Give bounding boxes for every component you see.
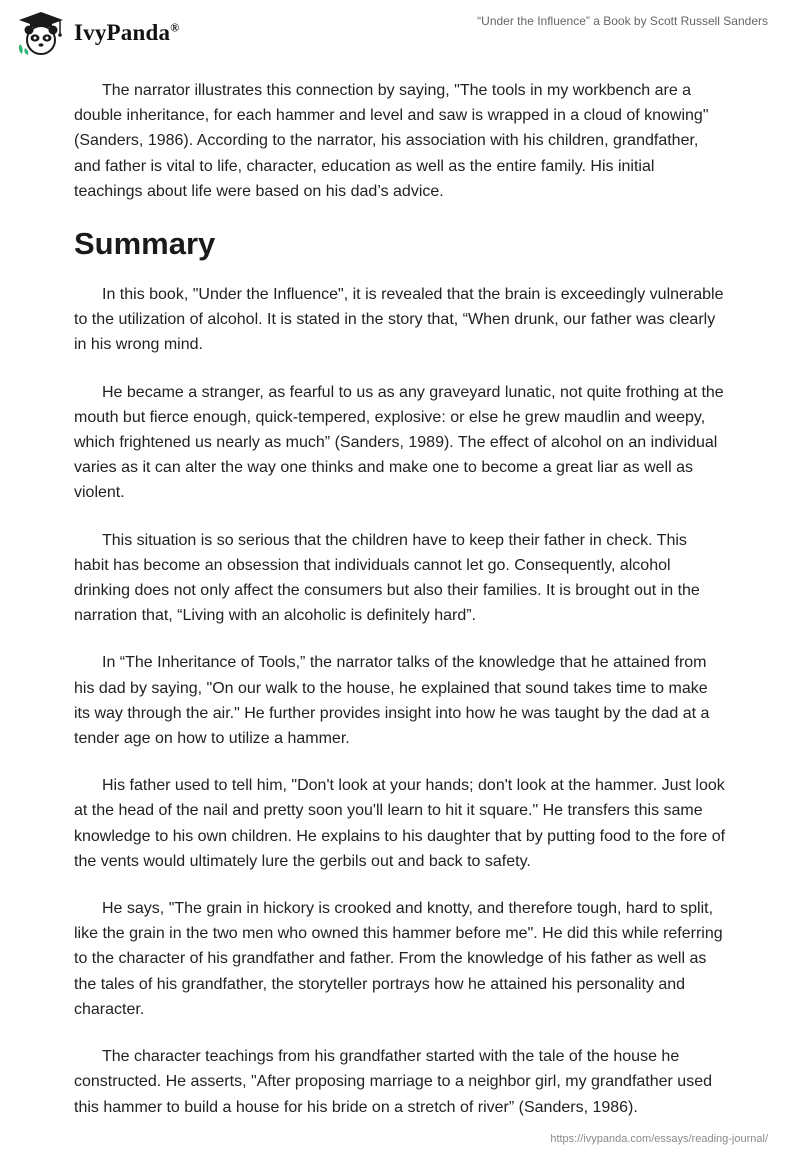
paragraph: The character teachings from his grandfather started with the tale of the house he constructed. He asserts, "After proposing marriage to a neighbor girl, my grandfather used this hammer to build a house for his bride on a stretch of river” (Sanders, 1986). — [74, 1048, 712, 1116]
panda-graduate-icon — [16, 10, 66, 56]
brand-logo[interactable] — [16, 10, 179, 56]
paragraph: He became a stranger, as fearful to us as any graveyard lunatic, not quite frothing at the mouth but fierce enough, quick-tempered, explosive: or else he grew maudlin and weepy, which frightened us nearly as much” (Sanders, 1989). The effect of alcohol on an individual varies as it can alter the way one thinks and make one to become a great liar as well as violent. — [74, 383, 724, 502]
paragraph: This situation is so serious that the children have to keep their father in check. This habit has become an obsession that individuals cannot let go. Consequently, alcohol drinking does not only affect the consumers but also their families. It is brought out in the narration that, “Living with an alcoholic is definitely hard”. — [74, 531, 700, 625]
registered-mark: ® — [170, 20, 180, 35]
paragraph: In this book, "Under the Influence", it is revealed that the brain is exceedingly vulnerable to the utilization of alcohol. It is stated in the story that, “When drunk, our father was clearly in his wrong mind. — [74, 286, 724, 354]
brand-name: IvyPanda® — [74, 20, 180, 45]
source-url-link[interactable]: https://ivypanda.com/essays/reading-journal/ — [550, 1133, 768, 1145]
paragraph: His father used to tell him, "Don't look at your hands; don't look at the hammer. Just look at the head of the nail and pretty soon you'll learn to hit it square." He transfers this same knowledge to his own children. He explains to his daughter that by putting food to the fore of the vents would ultimately lure the gerbils out and back to safety. — [74, 777, 726, 870]
paragraph: He says, "The grain in hickory is crooked and knotty, and therefore tough, hard to split, like the grain in the two men who owned this hammer before me". He did this while referring to the character of his grandfather and father. From the knowledge of his father as well as the tales of his grandfather, the storyteller portrays how he attained his personality and character. — [74, 900, 723, 1018]
document-title: “Under the Influence” a Book by Scott Russell Sanders — [477, 14, 768, 28]
paragraph-intro: The narrator illustrates this connection by saying, "The tools in my workbench are a double inheritance, for each hammer and level and saw is wrapped in a cloud of knowing" (Sanders, 1986). According to the narrator, his association with his children, grandfather, and father is vital to life, character, education as well as the entire family. His initial teachings about life were based on his dad’s advice. — [74, 82, 709, 200]
paragraph: In “The Inheritance of Tools,” the narrator talks of the knowledge that he attained from his dad by saying, "On our walk to the house, he explained that sound takes time to make its way through the air." He further provides insight into how he was taught by the dad at a tender age on how to utilize a hammer. — [74, 654, 710, 748]
page-header — [0, 0, 800, 64]
section-heading-summary: Summary — [74, 226, 216, 262]
essay-body — [74, 78, 726, 1142]
